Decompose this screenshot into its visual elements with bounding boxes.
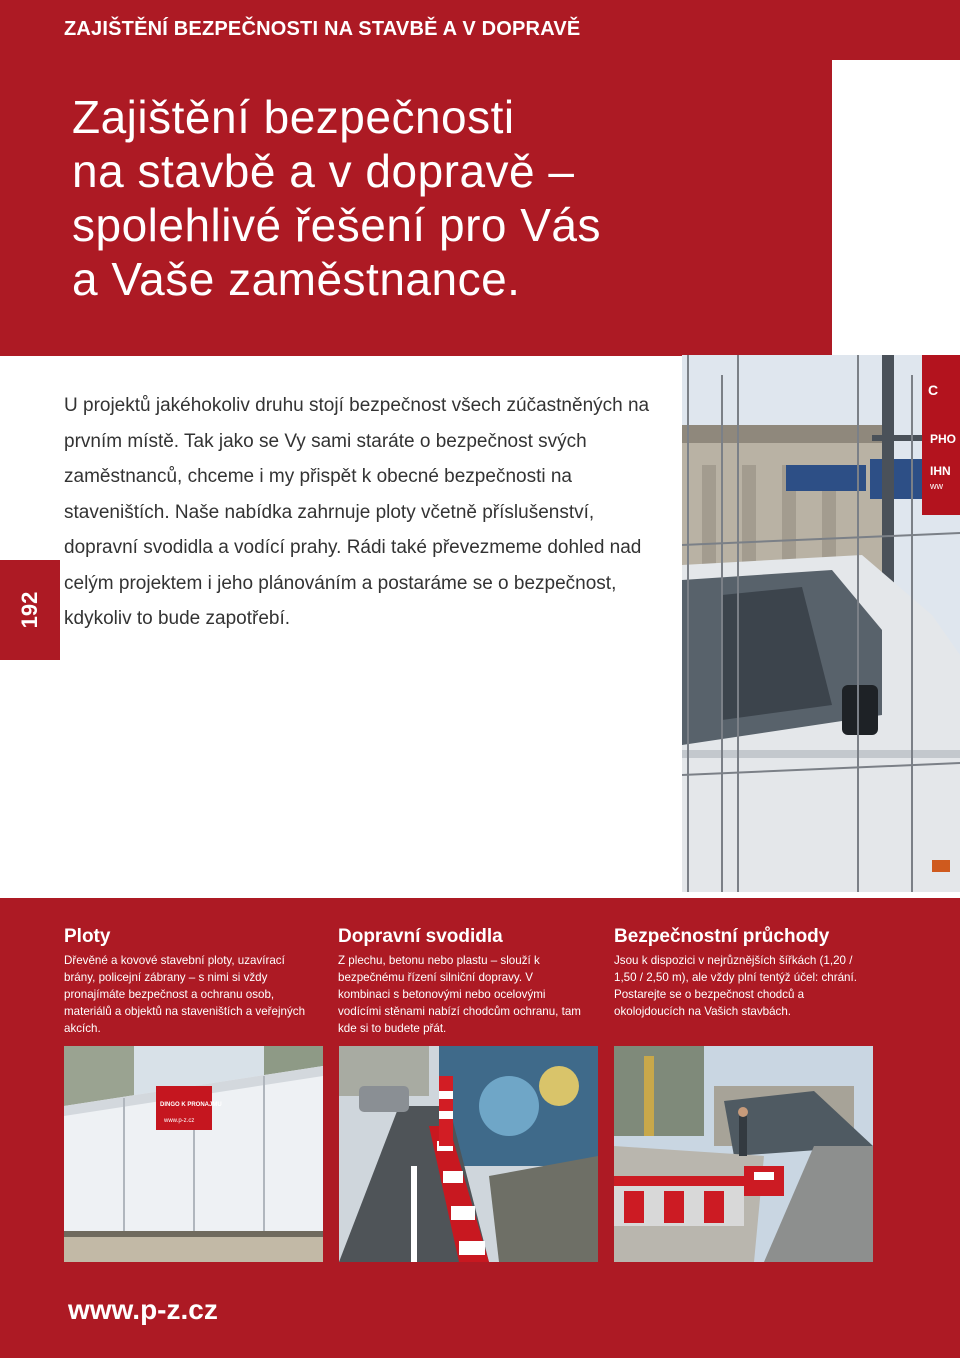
column-safety-walkways-title: Bezpečnostní průchody <box>614 926 830 947</box>
column-fences-title: Ploty <box>64 926 111 947</box>
photo-safety-walkway-illustration <box>614 1046 873 1262</box>
column-traffic-barriers-title: Dopravní svodidla <box>338 926 503 947</box>
photo-fences-illustration <box>64 1046 323 1262</box>
photo-safety-walkway <box>614 1046 873 1262</box>
photo-traffic-barriers <box>339 1046 598 1262</box>
hero-sign-line-1: C <box>928 382 939 398</box>
bottom-panel <box>0 898 960 1358</box>
hero-sign-line-2: PHO <box>930 432 957 446</box>
website-url[interactable]: www.p-z.cz <box>68 1294 218 1325</box>
intro-paragraph: U projektů jakéhokoliv druhu stojí bezpečnost všech zúčastněných na prvním místě. Tak jako se Vy sami staráte o bezpečnost svých zaměstnanců, chceme i my přispět k obecné bezpečnosti na staveništích. Naše nabídka zahrnuje ploty včetně příslušenství, dopravní svodidla a vodící prahy. Rádi také převezmeme dohled nad celým projektem i jeho plánováním a postaráme se o bezpečnost, kdykoliv to bude zapotřebí. <box>64 395 650 629</box>
column-traffic-barriers-text: Z plechu, betonu nebo plastu – slouží k bezpečnému řízení silniční dopravy. V kombinaci s betonovými nebo ocelovými vodícími stěnami nabízí chodcům ochranu, tam kde si to budete přát. <box>338 954 581 1035</box>
column-fences <box>64 926 314 1037</box>
photo-traffic-barriers-illustration <box>339 1046 598 1262</box>
photo-fences <box>64 1046 323 1262</box>
headline-box <box>0 60 832 356</box>
fence-sign-line-2: www.p-z.cz <box>164 1118 195 1124</box>
headline: Zajištění bezpečnosti na stavbě a v dopravě – spolehlivé řešení pro Vás a Vaše zaměstnance. <box>72 91 602 305</box>
fence-sign-line-1: DINGO K PRONAJMU <box>160 1102 222 1108</box>
column-traffic-barriers <box>338 926 588 1037</box>
hero-photo <box>682 355 960 892</box>
page-tab <box>0 560 60 660</box>
hero-sign-line-3: IHN <box>930 464 951 478</box>
column-safety-walkways <box>614 926 864 1020</box>
section-title: ZAJIŠTĚNÍ BEZPEČNOSTI NA STAVBĚ A V DOPRAVĚ <box>64 18 581 40</box>
top-band <box>0 0 960 60</box>
hero-sign-line-4: ww <box>930 481 943 491</box>
hero-photo-illustration <box>682 355 960 892</box>
column-fences-text: Dřevěné a kovové stavební ploty, uzavírací brány, policejní zábrany – s nimi si vždy pronajímáte bezpečnost a ochranu osob, materiálů a objektů na staveništích a veřejných akcích. <box>64 954 306 1035</box>
column-safety-walkways-text: Jsou k dispozici v nejrůznějších šířkách (1,20 / 1,50 / 2,50 m), ale vždy plní tentýž účel: chrání. Postarejte se o bezpečnost chodců a okolojdoucích na Vašich stavbách. <box>614 954 857 1018</box>
page-number: 192 <box>17 591 42 629</box>
